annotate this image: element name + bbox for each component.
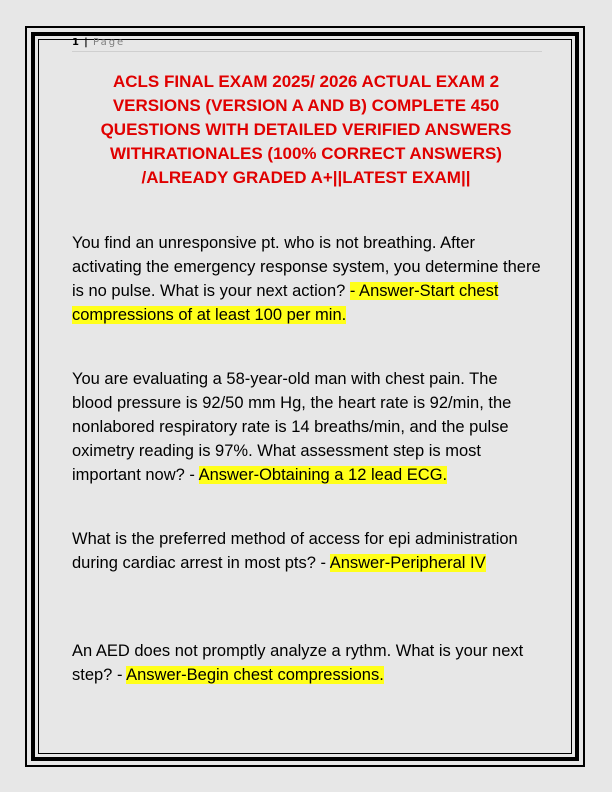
page-label: Page <box>93 37 126 48</box>
answer-text: Answer-Obtaining a 12 lead ECG. <box>198 466 448 484</box>
page-number: 1 <box>72 37 79 48</box>
header-separator: | <box>84 37 88 48</box>
answer-text: Answer-Peripheral IV <box>329 554 486 572</box>
document-title: ACLS FINAL EXAM 2025/ 2026 ACTUAL EXAM 2 VERSIONS (VERSION A AND B) COMPLETE 450 QUESTIONS WITH DETAILED VERIFIED ANSWERS WITHRATIONALES (100% CORRECT ANSWERS) /ALREADY GRADED A+||LATEST EXAM|| <box>100 72 512 187</box>
answer-text: Answer-Begin chest compressions. <box>126 666 384 684</box>
question-text: You are evaluating a 58-year-old man with chest pain. The blood pressure is 92/50 mm Hg, the heart rate is 92/min, the nonlabored respiratory rate is 14 breaths/min, and the pulse oximetry reading is 97%. What assessment step is most important now? - <box>72 370 512 484</box>
question-text: You find an unresponsive pt. who is not breathing. After activating the emergency response system, you determine there is no pulse. What is your next action? <box>72 234 541 300</box>
qa-item-3 <box>72 527 542 575</box>
qa-item-1 <box>72 231 542 327</box>
qa-item-4 <box>72 639 542 687</box>
qa-item-2 <box>72 367 542 487</box>
question-text: What is the preferred method of access for epi administration during cardiac arrest in most pts? - <box>72 530 518 572</box>
question-text: An AED does not promptly analyze a rythm. What is your next step? - <box>72 642 524 684</box>
page-header <box>72 37 542 52</box>
answer-text: - Answer-Start chest compressions of at least 100 per min. <box>72 282 499 324</box>
